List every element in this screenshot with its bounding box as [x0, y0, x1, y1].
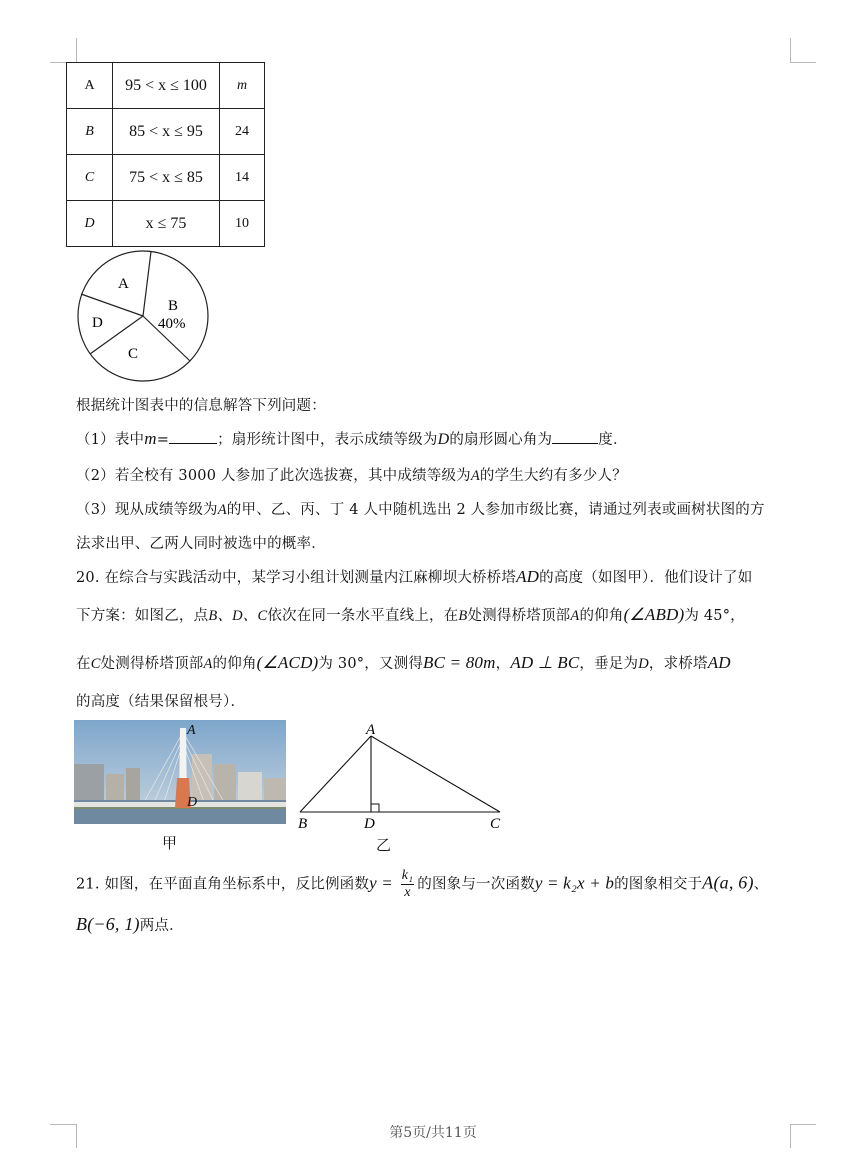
- table-cell-count: 24: [220, 109, 265, 155]
- segment-ac: [371, 736, 500, 812]
- building-icon: [264, 778, 286, 800]
- table-cell-range: 75 < x ≤ 85: [113, 155, 220, 201]
- pie-label-b-percent: 40%: [158, 316, 186, 332]
- q19-intro: 根据统计图表中的信息解答下列问题：: [76, 398, 326, 414]
- grade-table: [66, 62, 265, 247]
- q19-part3-line2: 法求出甲、乙两人同时被选中的概率．: [76, 536, 326, 552]
- building-icon: [238, 772, 262, 800]
- table-row: [67, 201, 265, 247]
- answer-blank-angle: [552, 431, 598, 444]
- q19-part2: （2）若全校有 3000 人参加了此次选拔赛，其中成绩等级为A的学生大约有多少人？: [76, 468, 627, 484]
- pie-label-c: C: [128, 346, 139, 362]
- table-row: [67, 63, 265, 109]
- pie-label-d: D: [92, 315, 103, 331]
- table-cell-count: m: [220, 63, 265, 109]
- vertex-label-d: D: [364, 816, 375, 832]
- table-cell-range: 85 < x ≤ 95: [113, 109, 220, 155]
- caption-yi: 乙: [376, 836, 392, 854]
- fraction-k1-over-x: $\frac{\text{k₁}}{x}$: [401, 868, 414, 900]
- q21-line2: B(−6, 1)两点．: [76, 914, 184, 934]
- table-cell-grade: D: [67, 201, 113, 247]
- corner-mark-top-right-h: [790, 62, 816, 63]
- page-footer: 第5页/共11页: [389, 1125, 477, 1141]
- corner-mark-top-left-v: [76, 38, 77, 62]
- vertex-label-a: A: [366, 722, 376, 738]
- table-cell-grade: A: [67, 63, 113, 109]
- table-cell-range: 95 < x ≤ 100: [113, 63, 220, 109]
- photo-label-d: D: [187, 795, 198, 810]
- building-icon: [74, 764, 104, 800]
- answer-blank-m: [169, 431, 217, 444]
- triangle-diagram: [294, 720, 506, 832]
- caption-jia: 甲: [162, 834, 178, 852]
- corner-mark-top-right-v: [790, 38, 791, 62]
- q19-part1: （1）表中m= ；扇形统计图中，表示成绩等级为D的扇形圆心角为 度．: [76, 429, 628, 448]
- table-cell-grade: C: [67, 155, 113, 201]
- q20-line1: 20. 在综合与实践活动中，某学习小组计划测量内江麻柳坝大桥桥塔AD的高度（如图甲）．他们设计了如: [76, 567, 753, 586]
- building-icon: [214, 764, 236, 800]
- q20-line4: 的高度（结果保留根号）．: [76, 694, 246, 710]
- vertex-label-b: B: [298, 816, 308, 832]
- photo-label-a: A: [187, 723, 196, 738]
- q20-line3: 在C处测得桥塔顶部A的仰角(∠ACD)为 30°，又测得BC = 80m，AD ⊥ BC，垂足为D，求桥塔AD: [76, 653, 731, 672]
- building-icon: [106, 774, 124, 800]
- table-row: [67, 109, 265, 155]
- table-cell-grade: B: [67, 109, 113, 155]
- q21-line1: 21. 如图，在平面直角坐标系中，反比例函数y = $\frac{\text{k₁}}{x}$ 的图象与一次函数y = k₂x + b的图象相交于A(a, 6)、: [76, 868, 769, 900]
- table-row: [67, 155, 265, 201]
- q19-part3: （3）现从成绩等级为A的甲、乙、丙、丁 4 人中随机选出 2 人参加市级比赛，请通过列表或画树状图的方: [76, 502, 765, 518]
- pie-label-a: A: [118, 276, 129, 292]
- table-cell-count: 10: [220, 201, 265, 247]
- q20-line2: 下方案：如图乙，点B、D、C依次在同一条水平直线上，在B处测得桥塔顶部A的仰角(∠ABD)为 45°，: [76, 605, 745, 624]
- pie-label-b: B: [168, 298, 179, 314]
- table-cell-range: x ≤ 75: [113, 201, 220, 247]
- segment-ab: [300, 736, 371, 812]
- right-angle-mark: [371, 804, 379, 812]
- pie-chart: [74, 250, 214, 384]
- building-icon: [126, 768, 140, 800]
- vertex-label-c: C: [490, 816, 501, 832]
- bridge-photo: [74, 720, 286, 824]
- table-cell-count: 14: [220, 155, 265, 201]
